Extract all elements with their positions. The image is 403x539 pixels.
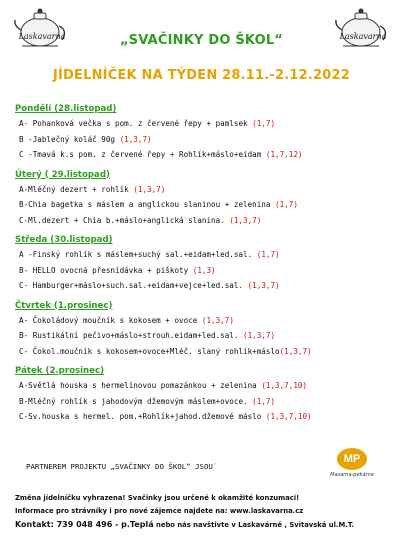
item-text: C- Hamburger+máslo+such.sal.+eidam+vejce+led.sal. xyxy=(19,281,244,290)
item-text: B- Rustikální pečivo+máslo+strouh.eidam+led.sal. xyxy=(19,331,239,340)
item-text: A- Čokoládový moučník s kokosem + ovoce xyxy=(19,315,198,325)
item-text: A -Finský rohlík s máslem+suchý sal.+eidam+led.sal. xyxy=(19,250,253,259)
menu-item xyxy=(15,394,400,410)
day-thursday xyxy=(15,299,400,360)
menu-item xyxy=(15,147,400,163)
logo-text: Laskavarna xyxy=(18,32,66,41)
day-tuesday xyxy=(15,168,400,229)
allergens: (1,3,7) xyxy=(243,331,276,340)
day-header: Pátek (2.prosinec) xyxy=(15,366,105,376)
allergens: (1,3,7) xyxy=(229,215,262,225)
day-header: Pondělí (28.listopad) xyxy=(15,104,117,114)
item-text: A- Pohanková večka s pom. z červené řepy + pamlsek xyxy=(19,119,248,128)
allergens: (1,3,7) xyxy=(201,315,234,325)
day-header: Středa (30.listopad) xyxy=(15,235,113,245)
partner-logo xyxy=(327,448,377,488)
allergens: (1,3,7,10) xyxy=(265,412,312,421)
item-text: B -Jablečný koláč 90g xyxy=(19,134,116,144)
item-text: A-Mléčný dezert + rohlík xyxy=(19,184,129,194)
contact-address: nebo nás navštivte v Laskavárně , Svitavská ul.M.T. xyxy=(153,521,355,529)
menu-item xyxy=(15,132,400,148)
allergens: (1,3,7,10) xyxy=(261,381,308,390)
footer-notice: Změna jídelníčku vyhrazena! Svačinky jsou určené k okamžité konzumaci! xyxy=(15,494,300,502)
mp-badge: MP xyxy=(337,448,367,470)
menu-item xyxy=(15,409,400,425)
allergens: (1,7,12) xyxy=(265,150,303,159)
allergens: (1,7) xyxy=(275,200,298,209)
menu-item xyxy=(15,313,400,329)
logo-text: Laskavarna xyxy=(339,32,387,41)
allergens: (1,7) xyxy=(256,250,280,259)
item-text: C- Čokol.moučník s kokosem+ovoce+Mléč. slaný rohlík+máslo xyxy=(19,346,280,356)
allergens: (1,7) xyxy=(252,119,276,128)
item-text: C-Ml.dezert + Chia b.+máslo+anglická slanina. xyxy=(19,215,225,225)
menu-item xyxy=(15,328,400,344)
contact-phone: Kontakt: 739 048 496 - p.Teplá xyxy=(15,520,154,529)
menu-item xyxy=(15,378,400,394)
partner-line: PARTNEREM PROJEKTU „SVAČINKY DO ŠKOL“ JSOU˙ xyxy=(26,462,218,471)
day-header: Čtvrtek (1.prosinec) xyxy=(15,300,113,311)
menu-item xyxy=(15,278,400,294)
day-friday xyxy=(15,364,400,425)
item-text: B-Mléčný rohlík s jahodovým džemovým máslem+ovoce. xyxy=(19,396,248,406)
menu-item xyxy=(15,247,400,263)
day-wednesday xyxy=(15,233,400,294)
allergens: (1,3,7) xyxy=(247,281,280,290)
item-text: A-Světlá houska s hermelínovou pomazánkou + zelenina xyxy=(19,381,257,390)
allergens: (1,7) xyxy=(252,396,276,406)
allergens: (1,3,7) xyxy=(119,134,152,144)
allergens: (1,3,7) xyxy=(133,184,166,194)
day-monday xyxy=(15,102,400,163)
website-link[interactable]: www.laskavarna.cz xyxy=(229,507,304,515)
week-subtitle: JÍDELNÍČEK NA TÝDEN 28.11.-2.12.2022 xyxy=(52,68,351,83)
footer-info-text: Informace pro strávníky i pro nové zájemce najdete na: xyxy=(15,507,230,515)
footer-info xyxy=(15,507,303,515)
weekly-menu xyxy=(15,102,400,430)
menu-item xyxy=(15,116,400,132)
menu-item xyxy=(15,263,400,279)
day-header: Úterý ( 29.listopad) xyxy=(15,169,110,180)
menu-item xyxy=(15,344,400,360)
menu-item xyxy=(15,213,400,229)
allergens: (1,3) xyxy=(192,265,216,275)
item-text: C -Tmavá k.s pom. z červené řepy + Rohlík+máslo+eidam xyxy=(19,150,262,159)
menu-item xyxy=(15,182,400,198)
page-title: „SVAČINKY DO ŠKOL“ xyxy=(119,33,284,48)
item-text: B- HELLO ovocná přesnídávka + piškoty xyxy=(19,265,189,275)
menu-item xyxy=(15,197,400,213)
mp-caption: Masarna-pekárna xyxy=(330,472,374,478)
allergens: (1,3,7) xyxy=(279,346,312,356)
item-text: B-Chia bagetka s máslem a anglickou slaninou + zelenina xyxy=(19,200,271,209)
item-text: C-Sv.houska s hermel. pom.+Rohlík+jahod.džemové máslo xyxy=(19,412,262,421)
footer-contact xyxy=(15,520,354,529)
